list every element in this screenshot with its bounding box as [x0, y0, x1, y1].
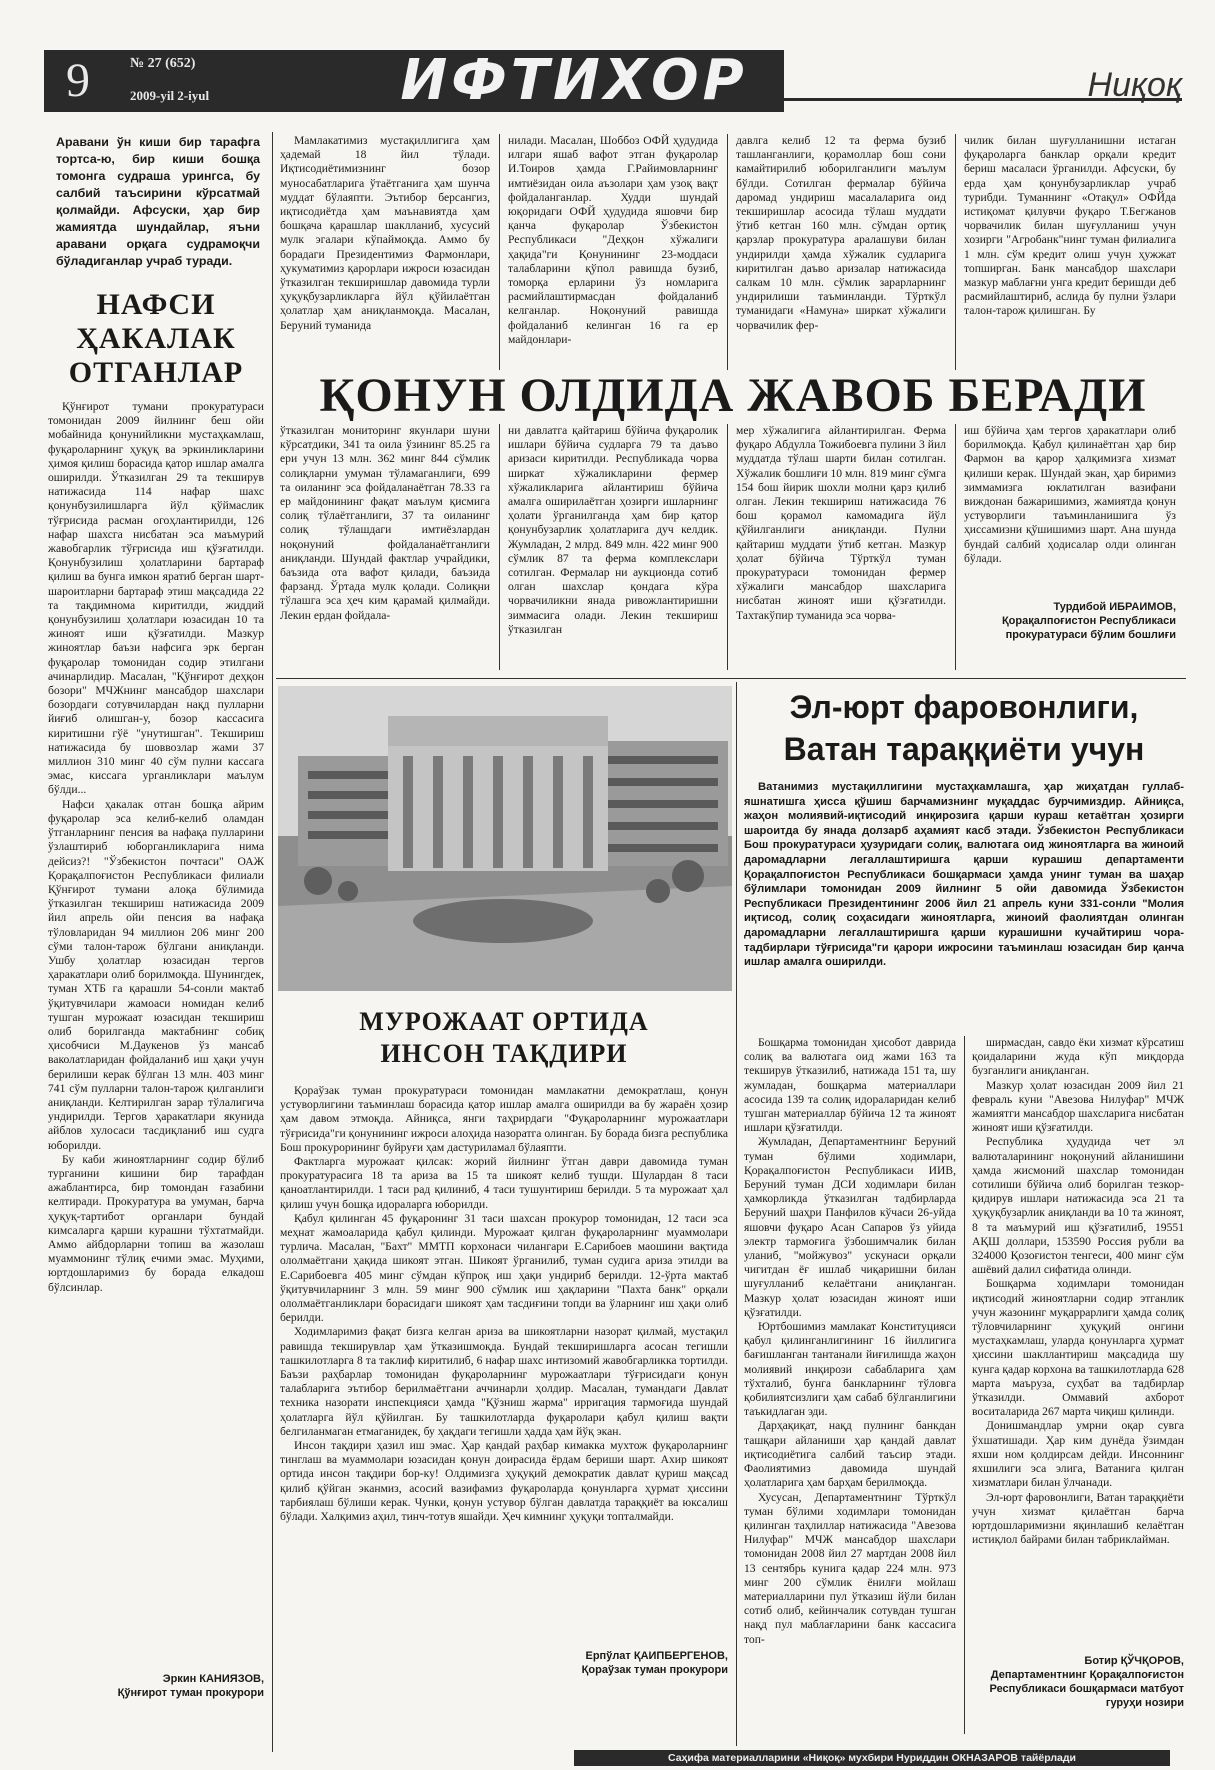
- middle-article-paragraph: Қораўзак туман прокуратураси томонидан мамлакатни демократлаш, қонун устуворлигини таъминлаш борасида қатор ишлар амалга оширилди ва бу жараён ҳозир ҳам давом этмоқда. Айниқса, янги таҳрирдаги "Фуқароларнинг мурожаатлари тўғрисида"ги қонунининг ижроси алоҳида назоратга олинган. Бу борада бизга республика Бош прокурорининг буйруғи ҳам дастуриламал бўлаяпти.: [280, 1084, 728, 1154]
- right-article-paragraph: Хусусан, Департаментнинг Тўрткўл туман бўлими ходимлари томонидан қилинган таҳлиллар натижасида "Авезова Нилуфар" МЧЖ мансабдор шахслари томонидан 2008 йил 27 мартдан 2008 йил 13 сентябрь кунига қадар 224 млн. 973 минг 200 сўмлик ёнилғи мойлаш материалларини пул ўтказиш йўли билан сотиб олиб, кейинчалик сотувдан тушган нақд пул маблағларини банк кассасига топ-: [744, 1490, 956, 1646]
- middle-article-paragraph: Инсон тақдири ҳазил иш эмас. Ҳар қандай раҳбар кимакка мухтож фуқароларнинг тинглаш ва муаммолари юзасидан қонун доирасида ёрдам бериши шарт. Ахир шикоят ортида инсон тақдири бор-ку! Олдимизга ҳуқуқий демократик давлат қуриш мақсад қилиб қўйган эканмиз, асосий вазифамиз фуқароларда қонунларга ҳурмат ҳиссини тарбиялаш бўлиши керак. Чунки, қонун устувор бўлган давлатда тараққиёт ва юксалиш бўлади. Халқимиз аҳил, тинч-тотув яшайди. Ҳеч кимнинг ҳуқуқи топталмайди.: [280, 1439, 728, 1524]
- right-article-paragraph: Юртбошимиз мамлакат Конституцияси қабул қилинганлигининг 16 йиллигига бағишланган тантанали йиғилишда жаҳон молиявий инқирози сабабларига ҳам тўхталиб, бунга банкларнинг тўловга қобилиятсизлиги ҳам сабаб бўлганлигини таъкидлаган эди.: [744, 1320, 956, 1419]
- top-article-column: ни давлатга қайтариш бўйича фуқаролик ишлари бўйича судларга 79 та даъво аризаси киритилди. Республикада чорва ширкат хўжаликларини фермер хўжаликларига айлантириш бўйича амалга оширилаётган ҳозирги ишларнинг ҳолати ўрганилганда ҳам бир қатор қонунбузарлик ҳолатларига дуч келдик. Жумладан, 2 млрд. 849 млн. 422 минг 900 сўмлик 87 та ферма комплекслари сотилган. Фермалар ни аукционда сотиб олган шахслар қондага кўра чорвачиликни янада ривожлантиришни зиммасига олади. Лекин текшириш ўтказилган: [508, 424, 718, 636]
- right-article-columns: [744, 1036, 1184, 1736]
- right-article-paragraph: Мазкур ҳолат юзасидан 2009 йил 21 февраль куни "Авезова Нилуфар" МЧЖ жамиятги мансабдор шахсларига нисбатан жиноят иши қўзғатилди.: [972, 1078, 1184, 1135]
- left-article-lead: Аравани ўн киши бир тарафга тортса-ю, бир киши бошқа томонга судраша урингса, бу салбий таъсирини кўрсатмай қолмайди. Афсуски, ҳар бир жамиятда шундайлар, яъни аравани орқага судрамоқчи бўладиганлар учраб туради.: [56, 135, 260, 268]
- right-article-lead: Ватанимиз мустақиллигини мустаҳкамлашга, ҳар жиҳатдан гуллаб-яшнатишга ҳисса қўшиш барчамизнинг муқаддас бурчимиздир. Айниқса, жаҳон молиявий-иқтисодий инқирозига қарши кураш кетаётган ҳозирги шароитда бу янада долзарб аҳамият касб этади. Ўзбекистон Республикаси Бош прокуратураси ҳузуридаги солиқ, валютага оид жиноятларга ва жиноий даромадларни легаллаштиришга қарши курашиш департаменти Қорақалпоғистон Республикаси бошқармаси ҳамда унинг туман ва шаҳар бўлимлари томонидан 2009 йилнинг 5 ойи давомида Ўзбекистон Республикаси Президентининг 2006 йил 21 апрель куни 331-сонли "Молия иқтисод, солиқ соҳасидаги жиноятларга, жиноий фаолиятдан олинган даромадларни легаллаштиришга қарши курашишни кучайтириш чора-тадбирлари тўғрисида"ги қарори ижросини таъминлаш юзасидан бир қанча ишлар амалга оширилди.: [744, 781, 1184, 969]
- newspaper-title: ИФТИХОР: [400, 48, 748, 113]
- top-article-signature-name: Турдибой ИБРАИМОВ,: [1053, 601, 1176, 613]
- column-divider: [727, 424, 728, 670]
- middle-article-body: [280, 1084, 728, 1639]
- building-photo: [278, 686, 732, 991]
- section-name: Ниқоқ: [1087, 66, 1182, 104]
- right-article-column: [972, 1036, 1184, 1646]
- top-article-column: давлга келиб 12 та ферма бузиб ташланганлиги, қорамоллар бош сони камайтирилиб юборилганлиги маълум бўлди. Сотилган фермалар бўйича даромад ундириш масалаларига оид текширишлар асосида тўлаш муддати ўтиб кетган 160 млн. сўмдан ортиқ қарзлар прокуратура аралашуви билан ундирилди ҳамда хўжалик судларига киритилган даъво аризалар натижасида салкам 10 млн. сўмлик зарарларнинг ундирилиши таъминланди. Тўрткўл туманидаги «Намуна» ширкат хўжалиги чорвачилик фер-: [736, 134, 946, 332]
- middle-article: [280, 1000, 728, 1680]
- right-article-paragraph: Эл-юрт фаровонлиги, Ватан тараққиёти учун хизмат қилаётган барча юртдошларимизни яқинлашиб келаётган истиқлол байрами билан табриклайман.: [972, 1490, 1184, 1547]
- footer-credit: Саҳифа материалларини «Ниқоқ» мухбири Нуриддин ОКНАЗАРОВ тайёрлади: [668, 1752, 1076, 1764]
- left-article: [48, 134, 264, 1749]
- right-article-paragraph: Донишмандлар умрни оқар сувга ўхшатишади. Ҳар ким дунёда ўзимдан яхши ном қолдирсам дейди. Инсоннинг яхшилиги эса элига, Ватанига қилган хизматлари билан ўлчанади.: [972, 1419, 1184, 1490]
- left-article-paragraph: Бу каби жиноятларнинг содир бўлиб турганини кишини бир тарафдан ажаблантирса, бир томондан ғазабини келтиради. Прокуратура ва умуман, барча ҳуқуқ-тартибот органлари бундай кимсаларга қарши курашни тўхтатмайди. Аммо айбдорларни топиш ва жазолаш муаммонинг тўлиқ ечими эмас. Муҳими, юртдошларимиз бу борада елкадош бўлсинлар.: [48, 1152, 264, 1294]
- right-article-paragraph: ширмасдан, савдо ёки хизмат кўрсатиш қоидаларини жуда кўп миқдорда бузганлиги аниқланган.: [972, 1036, 1184, 1078]
- middle-article-signature-name: Ерпўлат ҚАИПБЕРГЕНОВ,: [585, 1650, 728, 1662]
- top-article-signature-title: Қорақалпоғистон Республикаси прокуратураси бўлим бошлиғи: [1001, 615, 1176, 641]
- left-article-paragraph: Нафси ҳакалак отган бошқа айрим фуқаролар эса келиб-келиб оламдан ўтганларнинг пенсия ва нафақа пулларини ўзлаштириб юборганликларига нима дейсиз?! "Ўзбекистон почтаси" ОАЖ Қорақалпоғистон Республикаси филиали Қўнғирот тумани алоқа бўлимида ўтказилган текшириш натижасида 2009 йил апрель ойи пенсия ва нафақа тўловларидан 94 миллион 206 минг 200 сўми талон-тарож бўлгани аниқланди. Ушбу ҳолатлар юзасидан тергов ҳаракатлари олиб борилмоқда. Шунингдек, туман ХТБ га қарашли 54-сонли мактаб ўқитувчилари жамоаси номидан келиб тушган мурожаат юзасидан текшириш олиб борилганда мактабнинг собиқ ҳисобчиси М.Даукенов ўз мансаб ваколатларидан фойдаланиб иш ҳақи учун берилиши керак бўлган 13 млн. 403 минг 741 сўм пулларни талон-тарож қилганлиги аниқланди. Келтирилган зарар тўлалигича ундирилди. Тергов ҳаракатлари якунида айблов хулосаси тасдиқланиб иш судга юборилди.: [48, 797, 264, 1152]
- right-article-paragraph: Жумладан, Департаментнинг Беруний туман бўлими ходимлари, Қорақалпоғистон Республикаси ИИВ, Беруний туман ДСИ ходимлари билан ҳамкорликда ўтказилган тадбирларда Беруний шаҳри Панфилов кўчаси 26-уйда яшовчи фуқаро Асан Сапаров ўз уйида электр тармоғига ўзбошимчалик билан уланиб, "мойжувоз" ускунаси орқали чигитдан ёғ ишлаб чиқаришни билан шуғулланиб келаётгани аниқланган. Мазкур ҳолат юзасидан жиноят иши қўзғатилди.: [744, 1135, 956, 1319]
- right-article-headline: Эл-юрт фаровонлиги, Ватан тараққиёти учун: [783, 689, 1145, 767]
- top-article-column: мер хўжалигига айлантирилган. Ферма фуқаро Абдулла Тожибоевга пулини 3 йил муддатда тўлаш шарти билан сотилган. Хўжалик бошлиғи 10 млн. 819 минг сўмга 154 бош йирик шохли молни қарз қилиб олган. Лекин текшириш натижасида 76 бош қорамол камомадига йўл қўйилганлиги аниқланди. Пулни қайтариш муддати ўтиб кетган. Мазкур ҳолат бўйича Тўрткўл туман прокуратураси томонидан фермер хўжалиги мансабдор шахсларига нисбатан жиноят иши қўзғатилди. Тахтакўпир туманида эса чорва-: [736, 424, 946, 622]
- column-divider: [736, 682, 737, 1746]
- top-article-column: нилади. Масалан, Шоббоз ОФЙ ҳудудида илгари яшаб вафот этган фуқаролар И.Тоиров ҳамда Г.Райимовларнинг имтиёзидан оила аъзолари ҳам узоқ вақт фойдаланганлар. Худди шундай юқоридаги ОФЙ ҳудудида яшовчи бир қанча фуқаролар Ўзбекистон Республикаси "Деҳқон хўжалиги ҳақида"ги Қонунининг 23-моддаси талабларини қўпол равишда бузиб, томорқа ерларини ўз номларига расмийлаштирмасдан фойдаланиб келганлар. Ноқонуний равишда фойдаланиб келинган 16 га ер майдонлари-: [508, 134, 718, 346]
- top-article-lower: [280, 424, 1186, 674]
- masthead: [44, 50, 1182, 116]
- right-article-paragraph: Республика ҳудудида чет эл валюталарининг ноқонуний айланишини ҳамда жисмоний шахслар томонидан сотилиши бўйича олиб борилган тезкор-қидирув ишлари натижасида эса 21 та ҳуқуқбузарлик аниқланди ва 10 та жиноят, 8 та маъмурий иш қўзғатилиб, 19551 АҚШ доллари, 153590 Россия рубли ва 324000 Қозоғистон тенгеси, 400 минг сўм ашёвий далил сифатида олинди.: [972, 1135, 1184, 1277]
- footer-bar: [574, 1750, 1170, 1766]
- top-article-last-column: [964, 424, 1176, 670]
- right-article-signature-name: Ботир ҚЎЧҚОРОВ,: [1084, 1655, 1184, 1667]
- building-photo-image: [278, 686, 732, 991]
- column-divider: [499, 134, 500, 370]
- page-number: 9: [66, 54, 90, 107]
- right-article-paragraph: Бошқарма томонидан ҳисобот даврида солиқ ва валютага оид жами 163 та текширув ўтказилиб, натижада 151 та, шу жумладан, бошқарма материаллари асосида 139 та солиқ идораларидан келиб тушган материаллар бўйича 12 та жиноят ишлари қўзғатилди.: [744, 1036, 956, 1135]
- right-article-paragraph: Бошқарма ходимлари томонидан иқтисодий жиноятларни содир этганлик учун жазонинг муқаррарлиги ҳамда солиқ тўловчиларнинг ҳуқуқий онгини мустаҳкамлаш, уларда қонунларга ҳурмат ҳиссини шакллантириш мақсадида шу кунга қадар корхона ва ташкилотларда 628 марта маъруза, суҳбат ва тадбирлар ўтказилди. Оммавий ахборот воситаларида 267 марта чиқиш қилинди.: [972, 1277, 1184, 1419]
- column-divider: [727, 134, 728, 370]
- top-article-column: иш бўйича ҳам тергов ҳаракатлари олиб борилмоқда. Қабул қилинаётган ҳар бир Фармон ва қарор ҳалқимизга хизмат қилиши керак. Шундай экан, ҳар биримиз зиммамизга юклатилган вазифани виждонан бажаришимиз, жамиятда қонун устуворлиги таъминланишига ўз ҳиссамизни қўшишимиз шарт. Ана шунда бундай салбий ҳодисалар олди олинган бўлади.: [964, 424, 1176, 565]
- issue-date: 2009-yil 2-iyul: [130, 88, 210, 103]
- top-article-upper: [280, 134, 1186, 374]
- left-article-paragraph: Қўнғирот тумани прокуратураси томонидан 2009 йилнинг беш ойи мобайнида қонунийликни мустаҳкамлаш, фуқароларнинг ҳуқуқ ва эркинликларини ҳимоя қилиш борасида қатор ишлар амалга оширилди. Ўтказилган 29 та текширув натижасида 114 нафар шахс қонунбузилишларга йўл қўймаслик тўғрисида расман огоҳлантирилди, 126 нафар шахсга нисбатан эса маъмурий жавобгарлик тўғрисида иш қўзғатилди. Қонунбузилиш ҳолатларини бартараф қилиш ва бунга имкон яратиб берган шарт-шароитларни бартараф этиш мақсадида 22 та тақдимнома киритилди, жиддий қонунбузилиш ҳолатлари юзасидан 10 та жиноят иши қўзғатилди. Мазкур жиноятлар баъзи нафсига эрк берган фуқаролар томонидан содир этилгани ачинарлидир. Масалан, "Қўнғирот деҳқон бозори" МЧЖнинг мансабдор шахслари бозордаги сотувчилардан нақд пулларни йиғиб олишган-у, бозор кассасига киритишни гўё "унутишган". Текшириш натижасида бу шоввозлар жами 37 миллион 310 минг 40 сўм пулни кассага эмас, киссага урганликлари маълум бўлди...: [48, 400, 264, 797]
- column-divider: [955, 424, 956, 670]
- column-divider: [499, 424, 500, 670]
- section-divider: [276, 678, 1186, 679]
- middle-article-signature-title: Қораўзак туман прокурори: [581, 1664, 728, 1676]
- column-divider: [272, 132, 273, 1752]
- right-article: [744, 684, 1184, 1744]
- right-article-column: [744, 1036, 956, 1734]
- left-article-signature-title: Қўнғирот туман прокурори: [117, 1687, 264, 1699]
- column-divider: [964, 1036, 965, 1734]
- top-article-column: чилик билан шуғулланишни истаган фуқароларга банклар орқали кредит бериш масаласи ўрганилди. Афсуски, бу ерда ҳам қонунбузарликлар учраб турибди. Туманнинг «Отақул» ОФЙда истиқомат қилувчи фуқаро Т.Бегжанов чорвачилик билан шуғулланиш учун хозирги "Агробанк"нинг туман филиалига 1 млн. сўм кредит олиш учун ҳужжат топширган. Банк мансабдор шахслари мазкур маблағни унга кредит беришди деб расмийлаштириб, аслида бу пулни ўзлари талон-тарож қилишган. Бу: [964, 134, 1176, 318]
- left-article-body: [48, 400, 264, 1656]
- top-article-column: ўтказилган мониторинг якунлари шуни кўрсатдики, 341 та оила ўзининг 85.25 га ери учун 13 млн. 362 минг 844 сўмлик солиқларни умуман тўламаганлиги, 699 та оиланинг эса фойдаланаётган 78.33 га ер майдонининг фақат маълум қисмига солиқ тўлаётганлиги, 37 та оиланинг солиқ тўлашдаги имтиёзлардан ноқонуний фойдаланаётганлиги аниқланди. Шундай фактлар учрайдики, баъзида ота вафот қилади, баъзида фарзанд. Ўртада мулк қолади. Солиқни тўлашга эса ҳеч ким қарамай қилмайди. Лекин ердан фойдала-: [280, 424, 490, 622]
- column-divider: [955, 134, 956, 370]
- middle-article-paragraph: Фактларга мурожаат қилсак: жорий йилнинг ўтган даври давомида туман прокуратурасига 18 та ариза ва 15 та шикоят келиб тушди. Шулардан 8 таси қаноатлантирилди. 1 таси рад қилиниб, 4 таси тушунтириш берилди. 5 та мурожаат ҳал қилиш учун бошқа идораларга юборилди.: [280, 1155, 728, 1211]
- left-article-headline: НАФСИ ҲАКАЛАК ОТГАНЛАР: [68, 288, 244, 389]
- middle-article-paragraph: Ходимларимиз фақат бизга келган ариза ва шикоятларни назорат қилмай, мустақил равишда текширувлар ҳам ўтказишмоқда. Бундай текширишларга асосан тегишли ташкилотларга 8 та таклиф киритилиб, 6 нафар шахс интизомий жавобгарликка тортилди. Баъзи раҳбарлар томонидан фуқароларнинг мурожаатлари тўғрисидаги қонун талабларига эътибор берилмаётгани аччинарли ҳолдир. Масалан, тумандаги Давлат техника назорати инспекцияси ҳамда "Қўзниш жарма" ирригация тармоғида шундай ҳолатларга йўл қўйилган. Бу ташкилотларда фуқаролари қабул қилиш вақти белгиланмаган етмаганидек, бу ҳақдаги тегишли ҳадда ҳам йўқ экан.: [280, 1325, 728, 1438]
- right-article-signature-title: Департаментнинг Қорақалпоғистон Республикаси бошқармаси матбуот гуруҳи нозири: [989, 1669, 1184, 1709]
- top-article-column: Мамлакатимиз мустақиллигига ҳам ҳадемай 18 йил тўлади. Иқтисодиётимизнинг бозор муносабатларига ўтаётганига ҳам шунча муддат бўлаяпти. Эътибор берсангиз, иқтисодиётда ҳам маънавиятда ҳам бошқача қарашлар шаклланиб, хусусий мулк эгалари кўпаймоқда. Аммо бу борадаги Президентимиз Фармонлари, ҳукуматимиз қарорлари ижроси юзасидан ўтказилган текширишлар давомида турли ҳуқуқбузарликларга йўл қўйилаётган ҳолатлар ҳам аниқланмоқда. Масалан, Беруний туманида: [280, 134, 490, 332]
- left-article-signature-name: Эркин КАНИЯЗОВ,: [162, 1673, 264, 1685]
- middle-article-paragraph: Қабул қилинган 45 фуқаронинг 31 таси шахсан прокурор томонидан, 12 таси эса меҳнат жамоаларида қабул қилинди. Мурожаат қилган фуқароларнинг муаммолари турлича. Масалан, "Бахт" ММТП корхонаси чилангари Е.Сарибоев маошини вақтида ололмаётгани ҳақида шикоят этган. Шикоят ўрганилиб, туман судига ариза этилди ва Е.Сарибоевга 405 минг сўмдан кўпроқ иш ҳақи ундириб берилди. 12-ўрта мактаб ўқитувчиларнинг 3 млн. 59 минг 900 сўмлик иш ҳақларини "Пахта банк" орқали ололмаётганликлари борасидаги шикоят ҳам тасдиғини топди ва ўларнинг иш ҳақи олиб берилди.: [280, 1211, 728, 1325]
- top-article-headline: ҚОНУН ОЛДИДА ЖАВОБ БЕРАДИ: [319, 369, 1147, 422]
- issue-number: № 27 (652): [130, 56, 196, 71]
- right-article-last-column: [972, 1036, 1184, 1734]
- middle-article-headline: МУРОЖААТ ОРТИДА ИНСОН ТАҚДИРИ: [359, 1007, 649, 1068]
- right-article-paragraph: Дарҳақиқат, нақд пулнинг банкдан ташқари айланиши ҳар қандай давлат иқтисодиётига салбий таъсир этади. Фаолиятимиз давомида шундай ҳолатларига ҳам барҳам берилмоқда.: [744, 1419, 956, 1490]
